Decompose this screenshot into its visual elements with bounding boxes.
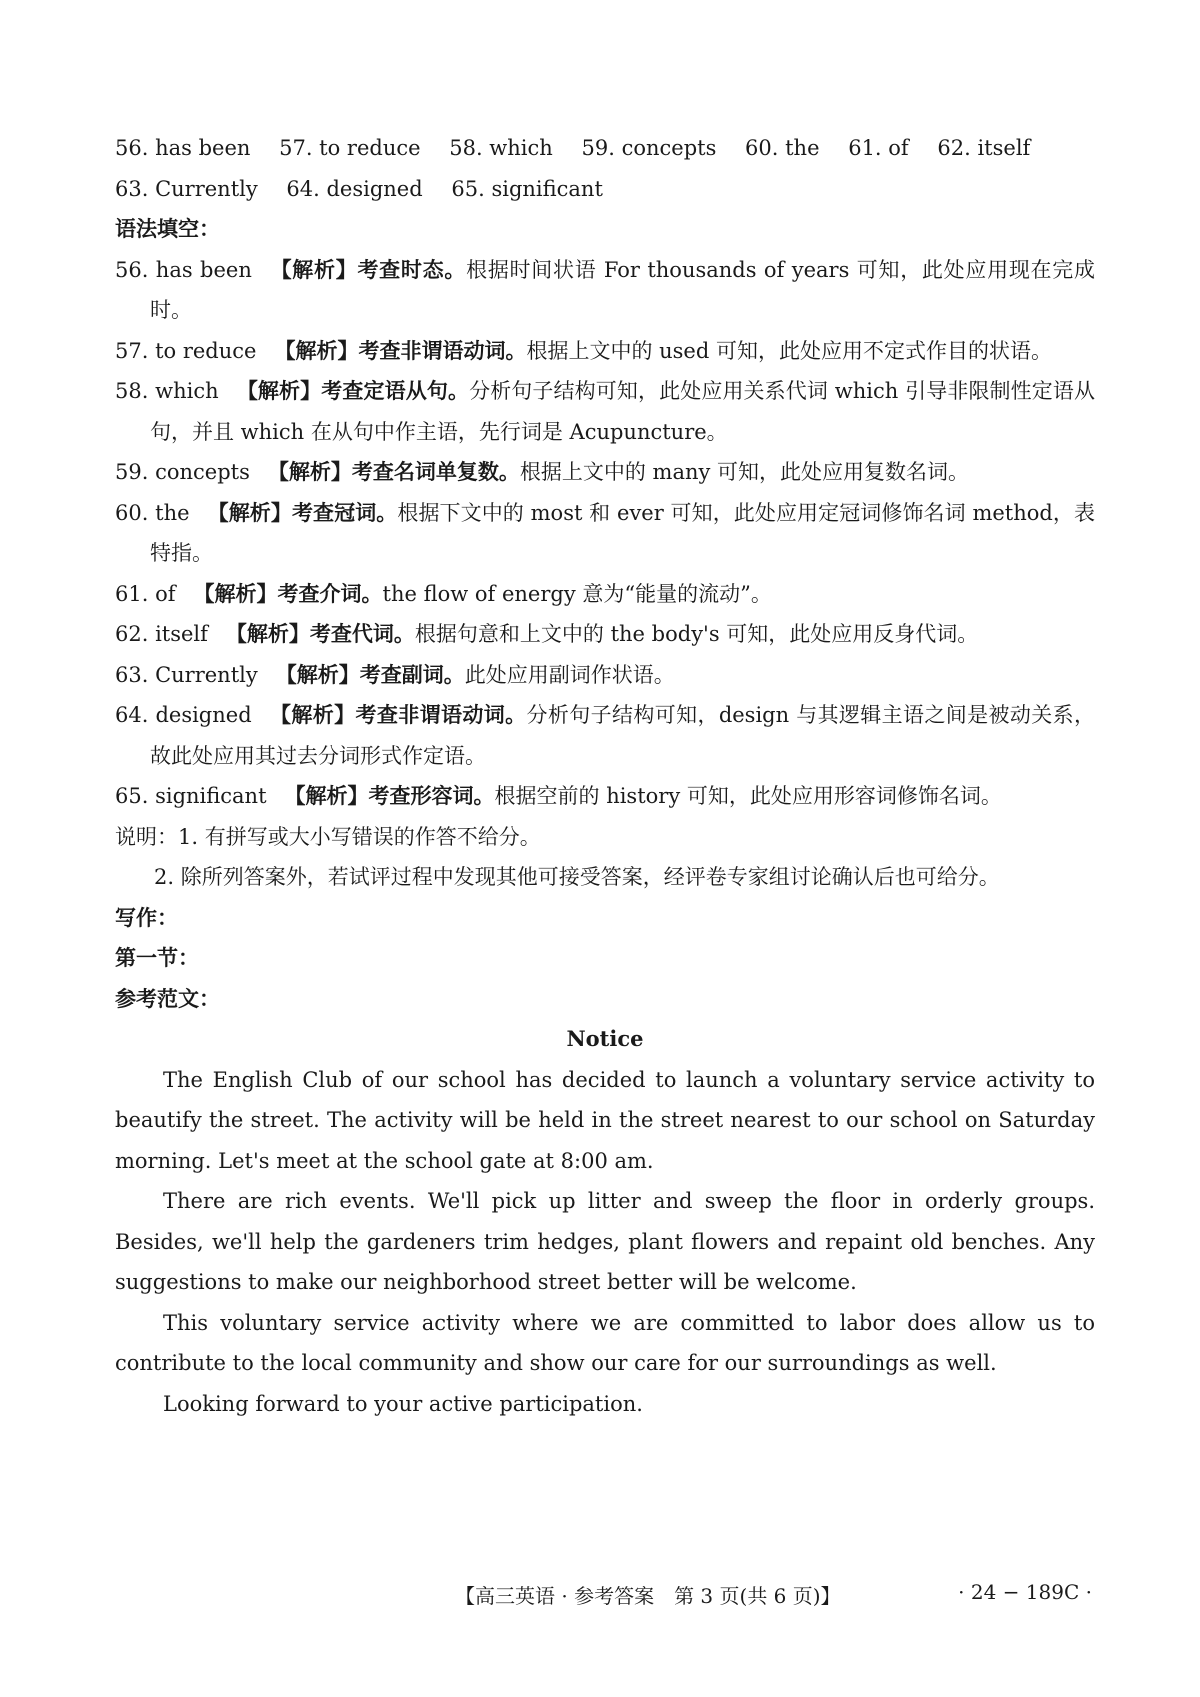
answer-61: 61. of [848,136,909,160]
writing-heading: 写作： [115,905,178,930]
explanation-item-59 [115,452,1095,493]
item-tag: 【解析】考查名词单复数。 [267,460,520,484]
item-tag: 【解析】考查冠词。 [207,500,398,525]
essay-title: Notice [566,1026,644,1051]
item-text: 分析句子结构可知，此处应用关系代词 which 引导非限制性定语从句，并且 which 在从句中作主语，先行词是 Acupuncture。 [150,379,1096,444]
answer-63: 63. Currently [115,176,258,201]
item-text: 根据句意和上文中的 the body's 可知，此处应用反身代词。 [414,622,979,646]
item-tag: 【解析】考查副词。 [275,662,465,687]
item-word: 56. has been [115,257,252,282]
item-text: 根据时间状语 For thousands of years 可知，此处应用现在完成时。 [150,257,1095,322]
page-content [115,128,1095,1424]
item-word: 62. itself [115,622,208,646]
answer-64: 64. designed [286,176,423,201]
answer-65: 65. significant [451,176,603,201]
answer-62: 62. itself [937,136,1031,160]
explanation-item-61 [115,574,1095,615]
sample-essay-heading: 参考范文： [115,986,220,1011]
item-word: 64. designed [115,703,252,727]
answer-line-2 [115,169,1095,210]
item-word: 58. which [115,379,219,403]
item-word: 65. significant [115,784,267,808]
note-2: 2. 除所列答案外，若试评过程中发现其他可接受答案，经评卷专家组讨论确认后也可给分。 [154,865,1000,889]
answer-56: 56. has been [115,136,251,160]
explanation-item-64 [115,695,1095,776]
notes-lead: 说明： [115,824,178,849]
item-word: 57. to reduce [115,338,257,363]
footer-code: · 24 − 189C · [958,1580,1092,1604]
explanation-item-65 [115,776,1095,817]
essay-paragraph-3: This voluntary service activity where we are committed to labor does allow us to contribute to the local community and show our care for our surroundings as well. [115,1310,1095,1375]
item-text: 分析句子结构可知，design 与其逻辑主语之间是被动关系，故此处应用其过去分词形式作定语。 [150,703,1096,768]
grammar-heading: 语法填空： [115,217,220,241]
item-word: 60. the [115,500,190,525]
essay-paragraph-2: There are rich events. We'll pick up litter and sweep the floor in orderly groups. Besides, we'll help the gardeners trim hedges, plant flowers and repaint old benches. Any suggestions to make our neighborhood street better will be welcome. [115,1189,1095,1294]
answer-57: 57. to reduce [279,136,421,160]
item-tag: 【解析】考查定语从句。 [236,379,470,403]
answer-line-1 [115,128,1095,169]
explanation-item-60 [115,493,1095,574]
footer-page-info: 【高三英语 · 参考答案 第 3 页(共 6 页)】 [455,1584,841,1608]
note-1: 1. 有拼写或大小写错误的作答不给分。 [178,824,541,849]
item-tag: 【解析】考查介词。 [193,581,383,606]
explanation-item-63 [115,655,1095,696]
item-text: 根据上文中的 many 可知，此处应用复数名词。 [519,460,970,484]
explanation-item-58 [115,371,1095,452]
answer-59: 59. concepts [581,136,717,160]
item-tag: 【解析】考查形容词。 [284,784,495,808]
explanation-item-56 [115,250,1095,331]
note-row-1 [115,817,1095,858]
explanation-item-62 [115,614,1095,655]
answer-60: 60. the [745,136,820,160]
item-text: 根据下文中的 most 和 ever 可知，此处应用定冠词修饰名词 method，表特指。 [150,500,1096,565]
scoring-notes [115,817,1095,898]
item-text: 根据上文中的 used 可知，此处应用不定式作目的状语。 [526,338,1052,363]
item-text: the flow of energy 意为“能量的流动”。 [382,581,772,606]
essay-paragraph-4: Looking forward to your active participation. [163,1391,643,1416]
answer-58: 58. which [449,136,553,160]
item-text: 此处应用副词作状语。 [464,662,675,687]
item-tag: 【解析】考查非谓语动词。 [274,338,527,363]
item-text: 根据空前的 history 可知，此处应用形容词修饰名词。 [494,784,1002,808]
item-word: 61. of [115,581,176,606]
explanation-item-57 [115,331,1095,372]
essay-paragraph-1: The English Club of our school has decided to launch a voluntary service activity to beautify the street. The activity will be held in the street nearest to our school on Saturday morning. Let's meet at the school gate at 8:00 am. [115,1067,1095,1173]
item-tag: 【解析】考查时态。 [269,257,467,282]
item-word: 59. concepts [115,460,250,484]
item-tag: 【解析】考查非谓语动词。 [269,703,527,727]
section-one-heading: 第一节： [115,946,199,970]
item-word: 63. Currently [115,662,258,687]
item-tag: 【解析】考查代词。 [225,622,415,646]
